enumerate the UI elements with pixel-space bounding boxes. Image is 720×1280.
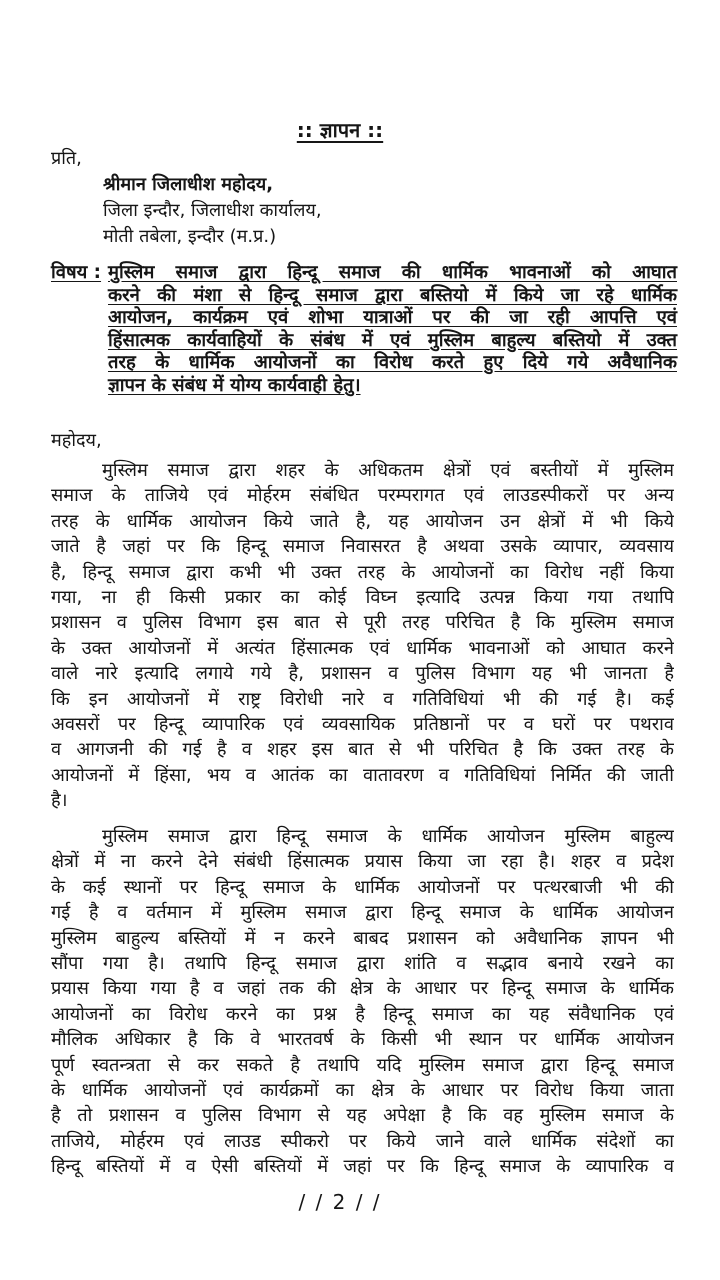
paragraph-line: है, हिन्दू समाज द्वारा कभी भी उक्त तरह के आयोजनों का विरोध नहीं किया xyxy=(51,561,674,583)
paragraph-line: ताजिये, मोर्हरम एवं लाउड स्पीकरो पर किये जाने वाले धार्मिक संदेशों का xyxy=(51,1130,674,1152)
subject-line xyxy=(51,352,677,375)
paragraph-line: सौंपा गया है। तथापि हिन्दू समाज द्वारा शांति व सद्भाव बनाये रखने का xyxy=(51,952,674,974)
paragraph-line: के उक्त आयोजनों में अत्यंत हिंसात्मक एवं धार्मिक भावनाओं को आघात करने xyxy=(51,637,674,659)
paragraph-line: मुस्लिम समाज द्वारा हिन्दू समाज के धार्मिक आयोजन मुस्लिम बाहुल्य xyxy=(102,826,674,847)
paragraph-line: समाज के ताजिये एवं मोर्हरम संबंधित परम्परागत एवं लाउडस्पीकरों पर अन्य xyxy=(51,485,674,507)
subject-text: ज्ञापन के संबंध में योग्य कार्यवाही हेतु। xyxy=(108,374,361,396)
paragraph-line: हिन्दू बस्तियों में व ऐसी बस्तियों में जहां पर कि हिन्दू समाज के व्यापारिक व xyxy=(51,1156,674,1178)
paragraph-line: जाते है जहां पर कि हिन्दू समाज निवासरत है अथवा उसके व्यापार, व्यवसाय xyxy=(51,536,674,558)
paragraph-line: तरह के धार्मिक आयोजन किये जाते है, यह आयोजन उन क्षेत्रों में भी किये xyxy=(51,510,674,532)
addressee-prefix: प्रति, xyxy=(51,148,82,169)
subject-text: करने की मंशा से हिन्दू समाज द्वारा बस्तियो में किये जा रहे धार्मिक xyxy=(108,284,677,306)
page-number: / / 2 / / xyxy=(298,1190,382,1214)
paragraph-line: वाले नारे इत्यादि लगाये गये है, प्रशासन व पुलिस विभाग यह भी जानता है xyxy=(51,663,674,685)
subject-indent xyxy=(51,330,108,353)
paragraph-line: मुस्लिम समाज द्वारा शहर के अधिकतम क्षेत्रों एवं बस्तीयों में मुस्लिम xyxy=(102,460,674,481)
subject-text: आयोजन, कार्यक्रम एवं शोभा यात्राओं पर की जा रही आपत्ति एवं xyxy=(108,307,677,329)
paragraph-line: के कई स्थानों पर हिन्दू समाज के धार्मिक आयोजनों पर पत्थरबाजी भी की xyxy=(51,876,674,898)
subject-indent xyxy=(51,375,108,398)
paragraph-line: क्षेत्रों में ना करने देने संबंधी हिंसात्मक प्रयास किया जा रहा है। शहर व प्रदेश xyxy=(51,851,674,873)
paragraph-line: के धार्मिक आयोजनों एवं कार्यक्रमों का क्षेत्र के आधार पर विरोध किया जाता xyxy=(51,1079,674,1101)
subject-label: विषय : xyxy=(51,262,102,283)
subject-line xyxy=(51,330,677,353)
subject-text: हिंसात्मक कार्यवाहियों के संबंध में एवं मुस्लिम बाहुल्य बस्तियो में उक्त xyxy=(108,329,677,351)
subject-text: मुस्लिम समाज द्वारा हिन्दू समाज की धार्मिक भावनाओं को आघात xyxy=(108,262,677,283)
paragraph-line: व आगजनी की गई है व शहर इस बात से भी परिचित है कि उक्त तरह के xyxy=(51,739,674,761)
paragraph-line: आयोजनों में हिंसा, भय व आतंक का वातावरण व गतिविधियां निर्मित की जाती xyxy=(51,764,674,786)
paragraph-line: गई है व वर्तमान में मुस्लिम समाज द्वारा हिन्दू समाज के धार्मिक आयोजन xyxy=(51,902,674,924)
paragraph-line: गया, ना ही किसी प्रकार का कोई विघ्न इत्यादि उत्पन्न किया गया तथापि xyxy=(51,586,674,608)
subject-indent xyxy=(51,285,108,308)
subject-indent xyxy=(51,307,108,330)
subject-line xyxy=(51,285,677,308)
paragraph-line: पूर्ण स्वतन्त्रता से कर सकते है तथापि यदि मुस्लिम समाज द्वारा हिन्दू समाज xyxy=(51,1054,674,1076)
paragraph-line: प्रशासन व पुलिस विभाग इस बात से पूरी तरह परिचित है कि मुस्लिम समाज xyxy=(51,612,674,634)
paragraph-line: मौलिक अधिकार है कि वे भारतवर्ष के किसी भी स्थान पर धार्मिक आयोजन xyxy=(51,1029,674,1051)
paragraph-line: कि इन आयोजनों में राष्ट्र विरोधी नारे व गतिविधियां भी की गई है। कई xyxy=(51,688,674,710)
addressee-location: मोती तबेला, इन्दौर (म.प्र.) xyxy=(103,226,277,247)
subject-line xyxy=(51,375,677,398)
paragraph-line: अवसरों पर हिन्दू व्यापारिक एवं व्यवसायिक प्रतिष्ठानों पर व घरों पर पथराव xyxy=(51,713,674,735)
addressee-name: श्रीमान जिलाधीश महोदय, xyxy=(103,174,274,195)
paragraph-1 xyxy=(51,458,674,813)
subject-indent xyxy=(51,352,108,375)
subject-line xyxy=(51,262,677,285)
addressee-office: जिला इन्दौर, जिलाधीश कार्यालय, xyxy=(103,200,322,221)
subject-line xyxy=(51,307,677,330)
document-title: :: ज्ञापन :: xyxy=(296,118,384,142)
paragraph-line: प्रयास किया गया है व जहां तक की क्षेत्र के आधार पर हिन्दू समाज के धार्मिक xyxy=(51,978,674,1000)
paragraph-line: है। xyxy=(51,790,68,812)
paragraph-line: है तो प्रशासन व पुलिस विभाग से यह अपेक्षा है कि वह मुस्लिम समाज के xyxy=(51,1105,674,1127)
salutation: महोदय, xyxy=(51,430,102,451)
subject-text: तरह के धार्मिक आयोजनों का विरोध करते हुए दिये गये अवैधानिक xyxy=(108,352,677,374)
paragraph-2 xyxy=(51,824,674,1179)
paragraph-line: आयोजनों का विरोध करने का प्रश्न है हिन्दू समाज का यह संवैधानिक एवं xyxy=(51,1003,674,1025)
paragraph-line: मुस्लिम बाहुल्य बस्तियों में न करने बाबद प्रशासन को अवैधानिक ज्ञापन भी xyxy=(51,927,674,949)
subject-block xyxy=(51,262,677,398)
